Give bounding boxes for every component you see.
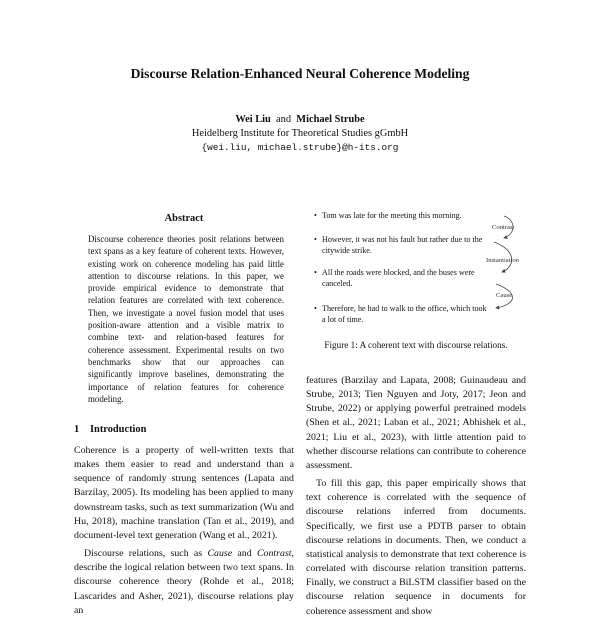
intro-paragraph-2 xyxy=(74,547,294,618)
author-name-1: Wei Liu xyxy=(235,114,271,125)
right-paragraph-2: To fill this gap, this paper empirically shows that text coherence is correlated with the sequence of discourse relations inferred from documents. Specifically, we first use a PDTB parser to obtain discourse relations in documents. Then, we conduct a statistical analysis to demonstrate that text coherence is correlated with discourse relation transition patterns. Finally, we construct a BiLSTM classifier based on the discourse relation sequence in documents for coherence assessment and show xyxy=(306,478,526,617)
author-email: {wei.liu, michael.strube}@h-its.org xyxy=(201,142,399,153)
section-number: 1 xyxy=(74,424,80,435)
author-name-2: Michael Strube xyxy=(296,114,365,125)
bullet-icon: • xyxy=(314,268,317,277)
relation-label-contrast: Contrast xyxy=(492,224,515,231)
abstract-heading: Abstract xyxy=(164,213,204,224)
figure-sentence-3 xyxy=(314,267,490,289)
intro-paragraph-1: Coherence is a property of well-written texts that makes them easier to read and understand than a sequence of randomly strung sentences (Lapata and Barzilay, 2005). Its modeling has been applied to many downstream tasks, such as text summarization (Wu and Hu, 2018), machine translation (Tan et al., 2019), and document-level text generation (Wang et al., 2021). xyxy=(74,445,294,541)
bullet-icon: • xyxy=(314,211,317,220)
text-run: Discourse relations, such as xyxy=(84,548,208,560)
figure-sentence-1 xyxy=(314,210,490,221)
author-and: and xyxy=(276,114,292,125)
bullet-icon: • xyxy=(314,304,317,313)
abstract-text: Discourse coherence theories posit relations between text spans as a key feature of coherent texts. However, existing work on coherence modeling has paid little attention to discourse relations. In this paper, we provide empirical evidence to demonstrate that relation features are correlated with text coherence. Then, we investigate a novel fusion model that uses position-aware attention and a visible matrix to combine text- and relation-based features for coherence assessment. Experimental results on two benchmarks show that our approaches can significantly improve baselines, demonstrating the importance of relation features for coherence modeling. xyxy=(88,234,284,404)
relation-label-cause: Cause xyxy=(496,292,513,299)
author-names xyxy=(0,113,600,127)
figure-sentence-4 xyxy=(314,303,490,325)
sentence-text: Therefore, he had to walk to the office, which took a lot of time. xyxy=(322,304,487,324)
affiliation: Heidelberg Institute for Theoretical Studies gGmbH xyxy=(191,128,409,139)
section-heading-introduction xyxy=(74,424,146,435)
authors-block xyxy=(0,113,600,155)
left-column-body xyxy=(74,444,294,618)
figure-sentence-2 xyxy=(314,234,490,256)
right-column-body xyxy=(306,374,526,619)
term-contrast: Contrast xyxy=(256,548,292,560)
text-run: and xyxy=(232,548,257,560)
term-cause: Cause xyxy=(207,548,233,560)
bullet-icon: • xyxy=(314,235,317,244)
sentence-text: All the roads were blocked, and the buses were canceled. xyxy=(322,268,475,288)
sentence-text: However, it was not his fault but rather due to the citywide strike. xyxy=(322,235,483,255)
paper-title: Discourse Relation-Enhanced Neural Coherence Modeling xyxy=(130,66,470,81)
relation-label-instantiation: Instantiation xyxy=(486,257,519,264)
sentence-text: Tom was late for the meeting this morning. xyxy=(322,211,462,220)
right-paragraph-1: features (Barzilay and Lapata, 2008; Guinaudeau and Strube, 2013; Tien Nguyen and Joty, 2017; Jeon and Strube, 2022) or applying powerful pretrained models (Shen et al., 2021; Laban et al., 2021; Abhishek et al., 2021; Liu et al., 2023), with little attention paid to whether discourse relations can contribute to coherence assessment. xyxy=(306,375,526,471)
section-title: Introduction xyxy=(90,424,147,435)
figure-caption: Figure 1: A coherent text with discourse relations. xyxy=(324,340,508,350)
figure-1 xyxy=(306,204,526,334)
text-run: , describe the logical relation between two text spans. In discourse coherence theory (Rohde et al., 2018; Lascarides and Asher, 2021), discourse relations play an xyxy=(74,548,294,616)
